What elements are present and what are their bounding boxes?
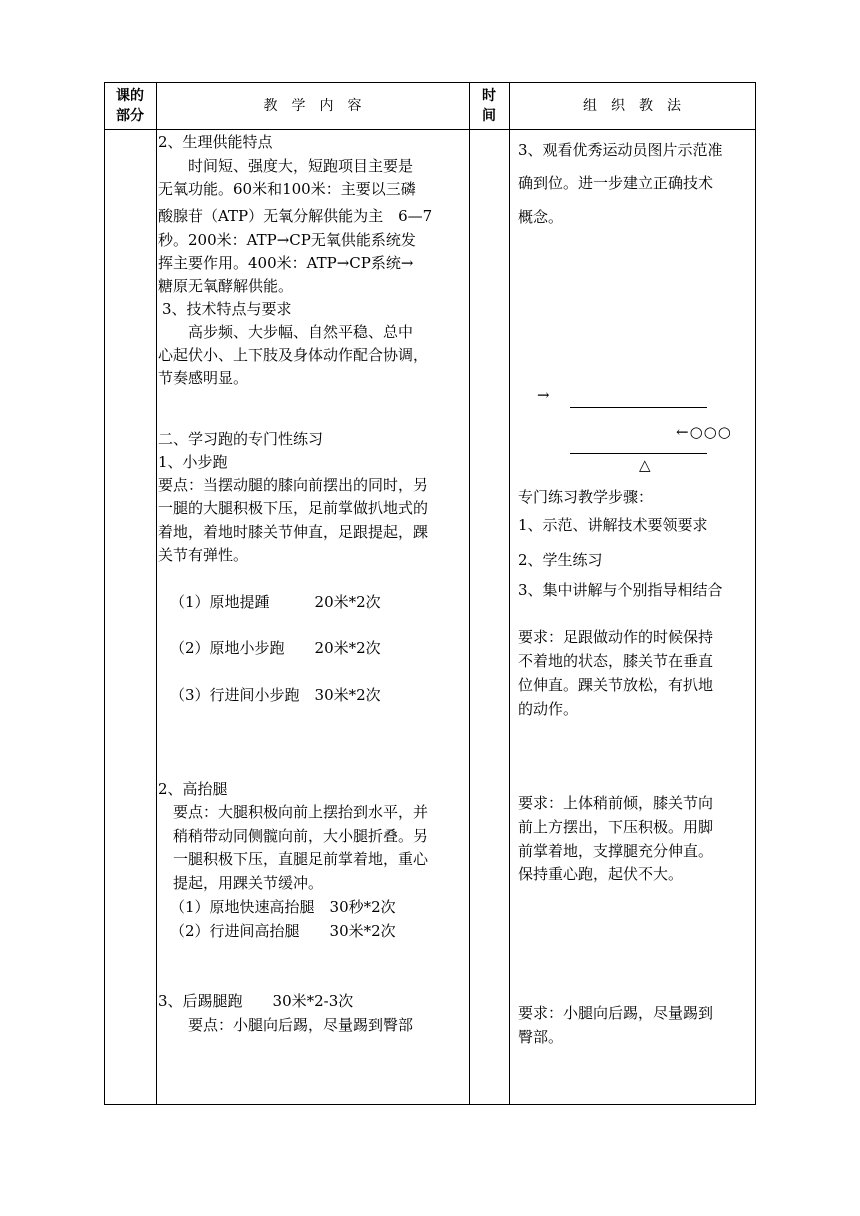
high-knee-line: 提起，用踝关节缓冲。 bbox=[158, 874, 324, 892]
teacher-triangle-icon: △ bbox=[639, 456, 651, 474]
high-knee-title: 2、高抬腿 bbox=[158, 780, 228, 798]
requirement-line: 位伸直。踝关节放松，有扒地 bbox=[518, 676, 714, 694]
tech-line: 高步频、大步幅、自然平稳、总中 bbox=[158, 323, 414, 341]
small-step-line: 一腿的大腿积极下压，足前掌做扒地式的 bbox=[158, 499, 429, 517]
table-border-right bbox=[755, 82, 756, 1105]
high-knee-line: 稍稍带动同侧髋向前，大小腿折叠。另 bbox=[158, 827, 429, 845]
header-section-line: 课的 bbox=[116, 88, 144, 104]
table-border-bottom bbox=[104, 1104, 756, 1105]
header-content: 教 学 内 容 bbox=[263, 98, 362, 114]
small-step-title: 1、小步跑 bbox=[158, 453, 228, 471]
header-time-line: 间 bbox=[482, 108, 496, 124]
watch-line: 3、观看优秀运动员图片示范准 bbox=[518, 141, 723, 159]
small-step-item: （3）行进间小步跑 30米*2次 bbox=[170, 686, 381, 704]
physio-line: 无氧功能。60米和100米：主要以三磷 bbox=[158, 180, 416, 198]
watch-line: 概念。 bbox=[518, 208, 564, 226]
requirement-line: 的动作。 bbox=[518, 700, 579, 718]
header-method: 组 织 教 法 bbox=[583, 98, 681, 114]
high-knee-line: 一腿积极下压，直腿足前掌着地，重心 bbox=[158, 850, 429, 868]
requirement-line: 不着地的状态，膝关节在垂直 bbox=[518, 652, 714, 670]
physio-line: 糖原无氧酵解供能。 bbox=[158, 277, 294, 295]
tech-line: 节奏感明显。 bbox=[158, 369, 249, 387]
steps-title: 专门练习教学步骤： bbox=[518, 488, 654, 506]
physio-line: 酸腺苷（ATP）无氧分解供能为主 6—7 bbox=[158, 207, 433, 225]
high-knee-line: 要点：大腿积极向前上摆抬到水平，并 bbox=[158, 803, 429, 821]
requirement-line: 前上方摆出，下压积极。用脚 bbox=[518, 818, 714, 836]
header-section bbox=[104, 86, 156, 126]
lane-line-top bbox=[570, 407, 707, 408]
tech-line: 心起伏小、上下肢及身体动作配合协调， bbox=[158, 346, 429, 364]
step-item: 3、集中讲解与个别指导相结合 bbox=[518, 581, 723, 599]
table-border-top bbox=[104, 82, 756, 83]
step-item: 1、示范、讲解技术要领要求 bbox=[518, 516, 708, 534]
column-divider bbox=[469, 82, 470, 1105]
header-section-line: 部分 bbox=[116, 108, 144, 124]
table-border-left bbox=[104, 82, 105, 1105]
butt-kick-line: 要点：小腿向后踢，尽量踢到臀部 bbox=[158, 1016, 414, 1034]
physio-title: 2、生理供能特点 bbox=[158, 133, 273, 151]
header-time bbox=[469, 86, 509, 126]
requirement-line: 要求：上体稍前倾，膝关节向 bbox=[518, 794, 714, 812]
requirement-line: 保持重心跑，起伏不大。 bbox=[518, 865, 684, 883]
requirement-line: 要求：足跟做动作的时候保持 bbox=[518, 628, 714, 646]
tech-title: 3、技术特点与要求 bbox=[162, 300, 292, 318]
step-item: 2、学生练习 bbox=[518, 551, 603, 569]
header-divider bbox=[104, 129, 756, 130]
small-step-item: （2）原地小步跑 20米*2次 bbox=[170, 639, 381, 657]
column-divider bbox=[509, 82, 510, 1105]
arrow-right-icon: → bbox=[537, 386, 550, 404]
watch-line: 确到位。进一步建立正确技术 bbox=[518, 174, 714, 192]
small-step-line: 关节有弹性。 bbox=[158, 546, 249, 564]
butt-kick-title: 3、后踢腿跑 30米*2-3次 bbox=[158, 992, 354, 1010]
physio-line: 挥主要作用。400米：ATP→CP系统→ bbox=[158, 254, 414, 272]
drill-title: 二、学习跑的专门性练习 bbox=[158, 430, 324, 448]
header-time-line: 时 bbox=[482, 88, 496, 104]
column-divider bbox=[156, 82, 157, 1105]
requirement-line: 要求：小腿向后踢，尽量踢到 bbox=[518, 1004, 714, 1022]
small-step-item: （1）原地提踵 20米*2次 bbox=[170, 593, 381, 611]
requirement-line: 臀部。 bbox=[518, 1028, 564, 1046]
requirement-line: 前掌着地，支撑腿充分伸直。 bbox=[518, 842, 714, 860]
small-step-line: 要点：当摆动腿的膝向前摆出的同时，另 bbox=[158, 476, 429, 494]
students-group: ←○○○ bbox=[676, 423, 732, 441]
lane-line-bottom bbox=[570, 453, 707, 454]
high-knee-item: （1）原地快速高抬腿 30秒*2次 bbox=[170, 898, 396, 916]
physio-line: 秒。200米：ATP→CP无氧供能系统发 bbox=[158, 231, 416, 249]
physio-line: 时间短、强度大，短跑项目主要是 bbox=[158, 157, 414, 175]
high-knee-item: （2）行进间高抬腿 30米*2次 bbox=[170, 922, 396, 940]
small-step-line: 着地，着地时膝关节伸直，足跟提起，踝 bbox=[158, 523, 429, 541]
